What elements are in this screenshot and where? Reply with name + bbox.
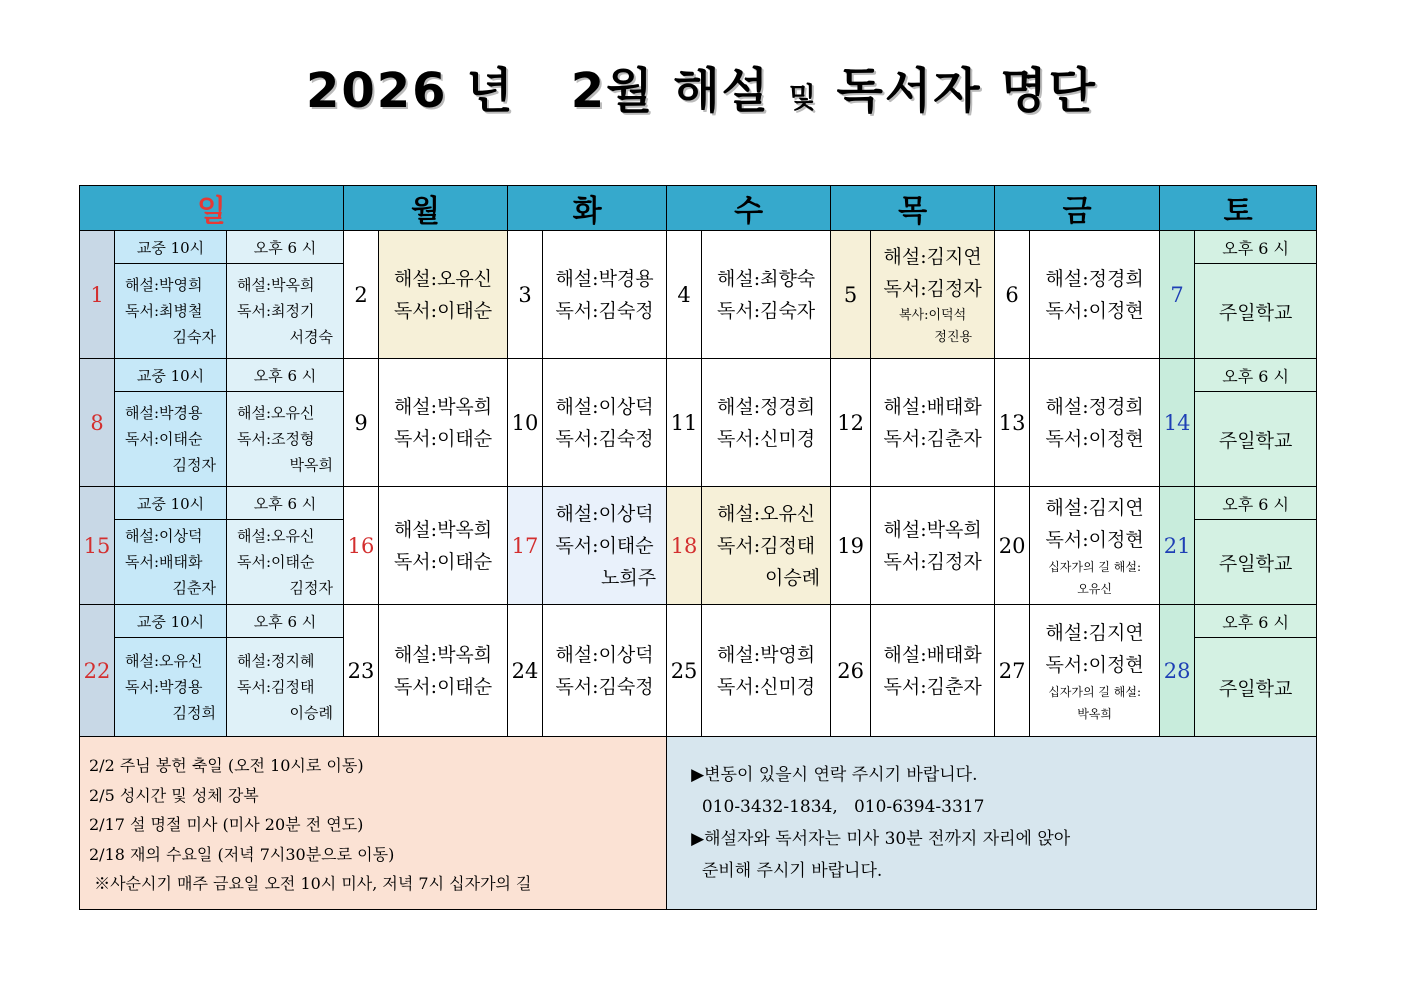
saturday-date: 14 <box>1160 359 1195 487</box>
header-row <box>80 186 1317 231</box>
header-friday: 금 <box>995 186 1160 231</box>
note-line: 2/2 주님 봉헌 축일 (오전 10시로 이동) <box>89 756 364 775</box>
sunday-pm-label: 오후 6 시 <box>227 359 344 392</box>
sunday-am-duty: 해설:박영희 독서:최병철 김숙자 <box>115 264 227 359</box>
day-date: 3 <box>508 231 543 359</box>
saturday-pm-label: 오후 6 시 <box>1195 605 1317 638</box>
page-title <box>0 52 1403 121</box>
saturday-event: 주일학교 <box>1195 638 1317 737</box>
sunday-pm-label: 오후 6 시 <box>227 487 344 520</box>
note-line: 2/17 설 명절 미사 (미사 20분 전 연도) <box>89 815 364 834</box>
sunday-pm-label: 오후 6 시 <box>227 605 344 638</box>
day-duty: 해설:김지연 독서:이정현 십자가의 길 해설: 오유신 <box>1030 487 1160 605</box>
day-duty: 해설:이상덕 독서:김숙정 <box>543 605 667 737</box>
contact-line: ▶해설자와 독서자는 미사 30분 전까지 자리에 앉아 <box>691 829 1071 849</box>
day-date: 24 <box>508 605 543 737</box>
week-row <box>80 359 1317 392</box>
day-duty: 해설:박옥희 독서:이태순 <box>379 487 508 605</box>
day-date: 19 <box>831 487 871 605</box>
day-date: 2 <box>344 231 379 359</box>
saturday-event: 주일학교 <box>1195 392 1317 487</box>
sunday-am-label: 교중 10시 <box>115 605 227 638</box>
saturday-date: 28 <box>1160 605 1195 737</box>
day-date: 10 <box>508 359 543 487</box>
notes-row <box>80 737 1317 910</box>
header-wednesday: 수 <box>667 186 831 231</box>
contact-line: 준비해 주시기 바랍니다. <box>691 861 883 881</box>
sunday-am-label: 교중 10시 <box>115 487 227 520</box>
day-date: 16 <box>344 487 379 605</box>
day-duty: 해설:최향숙 독서:김숙자 <box>702 231 831 359</box>
day-duty: 해설:오유신 독서:김정태 이승례 <box>702 487 831 605</box>
saturday-pm-label: 오후 6 시 <box>1195 487 1317 520</box>
header-thursday: 목 <box>831 186 995 231</box>
day-date: 18 <box>667 487 702 605</box>
header-monday: 월 <box>344 186 508 231</box>
note-line: 2/5 성시간 및 성체 강복 <box>89 785 259 805</box>
contact-phone: 010-3432-1834, 010-6394-3317 <box>691 797 985 817</box>
saturday-event: 주일학교 <box>1195 264 1317 359</box>
sunday-date: 8 <box>80 359 115 487</box>
header-tuesday: 화 <box>508 186 667 231</box>
day-date: 12 <box>831 359 871 487</box>
day-date: 9 <box>344 359 379 487</box>
sunday-date: 1 <box>80 231 115 359</box>
day-duty: 해설:배태화 독서:김춘자 <box>871 605 995 737</box>
sunday-date: 15 <box>80 487 115 605</box>
day-duty: 해설:박옥희 독서:이태순 <box>379 359 508 487</box>
contact-line: ▶변동이 있을시 연락 주시기 바랍니다. <box>691 765 978 785</box>
schedule-table <box>79 185 1317 910</box>
contact-notes <box>667 737 1317 910</box>
title-year: 2026 년 <box>305 63 515 119</box>
day-date: 5 <box>831 231 871 359</box>
day-duty: 해설:박옥희 독서:이태순 <box>379 605 508 737</box>
day-duty: 해설:정경희 독서:신미경 <box>702 359 831 487</box>
saturday-pm-label: 오후 6 시 <box>1195 231 1317 264</box>
sunday-am-duty: 해설:이상덕 독서:배태화 김춘자 <box>115 520 227 605</box>
sunday-pm-duty: 해설:정지혜 독서:김정태 이승례 <box>227 638 344 737</box>
day-duty: 해설:박영희 독서:신미경 <box>702 605 831 737</box>
day-duty: 해설:김지연 독서:이정현 십자가의 길 해설: 박옥희 <box>1030 605 1160 737</box>
week-row <box>80 231 1317 264</box>
saturday-date: 21 <box>1160 487 1195 605</box>
day-duty: 해설:김지연 독서:김정자 복사:이덕석 정진용 <box>871 231 995 359</box>
sunday-am-duty: 해설:박경용 독서:이태순 김정자 <box>115 392 227 487</box>
sunday-pm-duty: 해설:오유신 독서:조정형 박옥희 <box>227 392 344 487</box>
day-duty: 해설:이상덕 독서:이태순 노희주 <box>543 487 667 605</box>
day-duty: 해설:배태화 독서:김춘자 <box>871 359 995 487</box>
day-date: 20 <box>995 487 1030 605</box>
day-date: 25 <box>667 605 702 737</box>
schedule-notes <box>80 737 667 910</box>
sunday-am-label: 교중 10시 <box>115 231 227 264</box>
day-date: 13 <box>995 359 1030 487</box>
day-date: 6 <box>995 231 1030 359</box>
sunday-date: 22 <box>80 605 115 737</box>
note-line: 2/18 재의 수요일 (저녁 7시30분으로 이동) <box>89 844 395 864</box>
header-saturday: 토 <box>1160 186 1317 231</box>
day-duty: 해설:박경용 독서:김숙정 <box>543 231 667 359</box>
title-and: 및 <box>788 81 818 114</box>
saturday-date: 7 <box>1160 231 1195 359</box>
title-rest: 독서자 명단 <box>836 63 1098 119</box>
week-row <box>80 605 1317 638</box>
day-date: 27 <box>995 605 1030 737</box>
sunday-am-label: 교중 10시 <box>115 359 227 392</box>
day-duty: 해설:오유신 독서:이태순 <box>379 231 508 359</box>
sunday-pm-duty: 해설:오유신 독서:이태순 김정자 <box>227 520 344 605</box>
day-date: 11 <box>667 359 702 487</box>
sunday-pm-duty: 해설:박옥희 독서:최정기 서경숙 <box>227 264 344 359</box>
day-date: 23 <box>344 605 379 737</box>
saturday-pm-label: 오후 6 시 <box>1195 359 1317 392</box>
sunday-pm-label: 오후 6 시 <box>227 231 344 264</box>
day-duty: 해설:박옥희 독서:김정자 <box>871 487 995 605</box>
title-month: 2월 해설 <box>570 63 770 119</box>
day-duty: 해설:정경희 독서:이정현 <box>1030 231 1160 359</box>
day-date: 4 <box>667 231 702 359</box>
day-date: 17 <box>508 487 543 605</box>
week-row <box>80 487 1317 520</box>
note-line: ※사순시기 매주 금요일 오전 10시 미사, 저녁 7시 십자가의 길 <box>89 874 532 893</box>
header-sunday: 일 <box>80 186 344 231</box>
day-duty: 해설:이상덕 독서:김숙정 <box>543 359 667 487</box>
day-duty: 해설:정경희 독서:이정현 <box>1030 359 1160 487</box>
sunday-am-duty: 해설:오유신 독서:박경용 김정희 <box>115 638 227 737</box>
day-date: 26 <box>831 605 871 737</box>
saturday-event: 주일학교 <box>1195 520 1317 605</box>
